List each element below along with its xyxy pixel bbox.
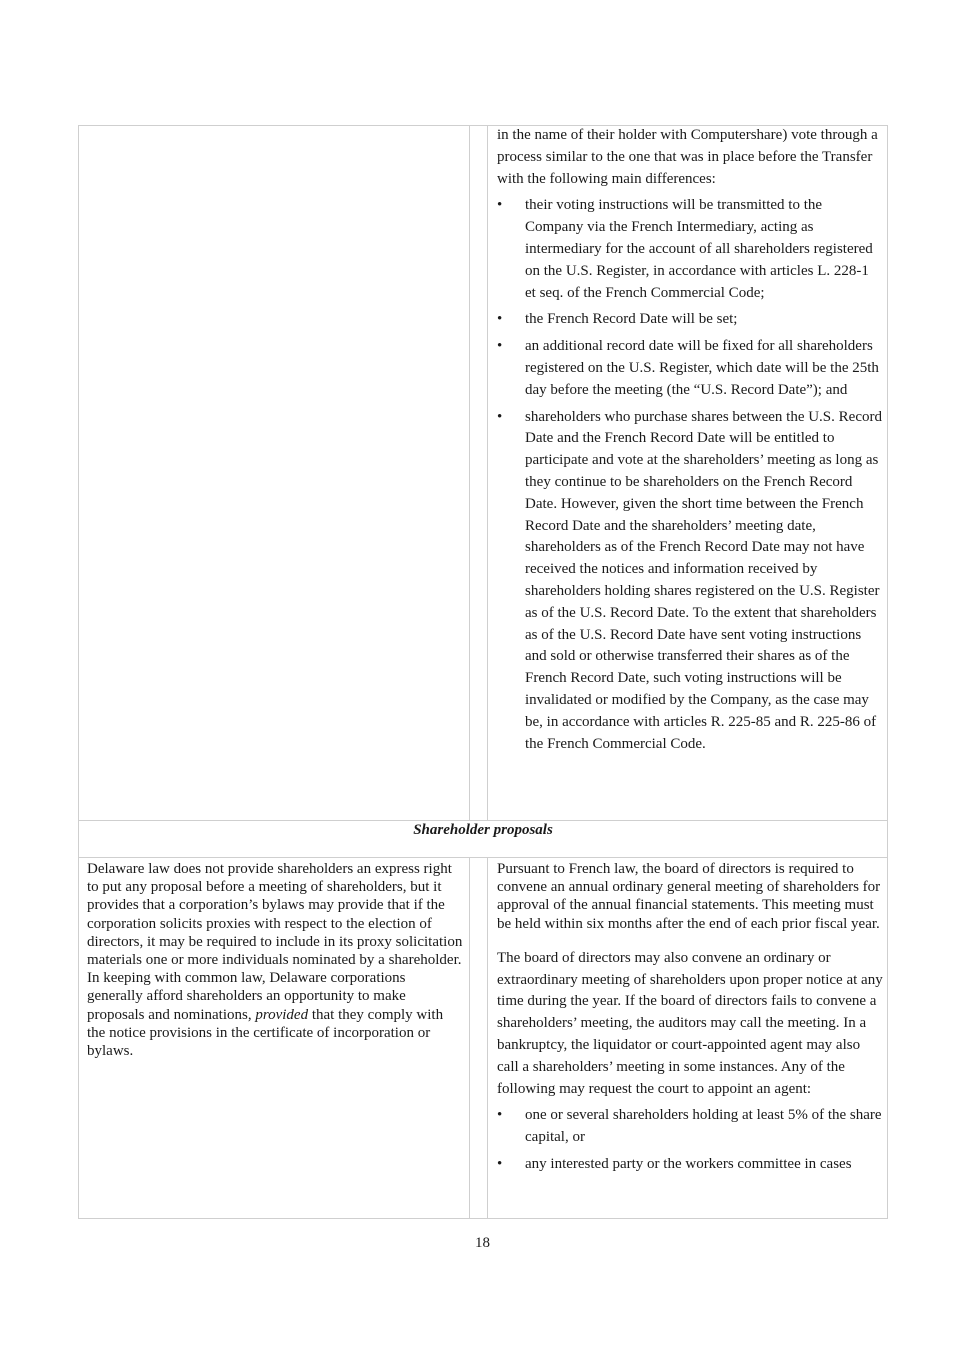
- bullet-icon: •: [497, 1107, 503, 1124]
- column-divider: [469, 857, 470, 1219]
- column-divider: [487, 125, 488, 820]
- list-item: • their voting instructions will be transmitted to the Company via the French Intermediary, acting as intermediary for the account of all shareholders registered on the U.S. Register, in accordance with articles L. 228-1 et seq. of the French Commercial Code;: [497, 197, 873, 301]
- list-item: • an additional record date will be fixed for all shareholders registered on the U.S. Register, which date will be the 25th day before the meeting (the “U.S. Record Date”); and: [497, 338, 879, 398]
- delaware-paragraph: Delaware law does not provide shareholders an express right to put any proposal before a meeting of shareholders, but it provides that a corporation’s bylaws may provide that if the corporation solicits proxies with respect to the election of directors, it may be required to include in its proxy solicitation materials one or more individuals nominated by a shareholder. In keeping with common law, Delaware corporations generally afford shareholders an opportunity to make proposals and nominations, provided that they comply with the notice provisions in the certificate of incorporation or bylaws.: [87, 861, 463, 1060]
- french-paragraph-1: Pursuant to French law, the board of directors is required to convene an annual ordinary general meeting of shareholders for approval of the annual financial statements. This meeting must be held within six months after the end of each prior fiscal year.: [497, 861, 881, 932]
- bullet-icon: •: [497, 338, 503, 355]
- voting-differences-list: [497, 195, 883, 755]
- page-number: 18: [475, 1235, 490, 1251]
- french-law-cell: [497, 860, 883, 1216]
- list-item: • the French Record Date will be set;: [497, 309, 883, 331]
- top-right-cell: [497, 125, 883, 755]
- french-paragraph-2: The board of directors may also convene an ordinary or extraordinary meeting of shareholders upon proper notice at any time during the year. If the board of directors fails to convene a shareholders’ meeting, the auditors may call the meeting. In a bankruptcy, the liquidator or court-appointed agent may also call a shareholders’ meeting in some instances. Any of the following may request the court to appoint an agent:: [497, 949, 883, 1097]
- section-heading: Shareholder proposals: [413, 822, 553, 838]
- list-item: • one or several shareholders holding at least 5% of the share capital, or: [497, 1107, 882, 1146]
- list-item: • shareholders who purchase shares between the U.S. Record Date and the French Record Date will be entitled to participate and vote at the shareholders’ meeting as long as they continue to be shareholders on the French Record Date. However, given the short time between the French Record Date and the shareholders’ meeting date, shareholders as of the French Record Date may not have received the notices and information received by shareholders holding shares registered on the U.S. Register as of the U.S. Record Date. To the extent that shareholders as of the U.S. Record Date have sent voting instructions and sold or otherwise transferred their shares as of the French Record Date, such voting instructions will be invalidated or modified by the Company, as the case may be, in accordance with articles R. 225-85 and R. 225-86 of the French Commercial Code.: [497, 408, 882, 752]
- column-divider: [469, 125, 470, 820]
- bullet-icon: •: [497, 311, 503, 328]
- delaware-law-cell: [87, 860, 463, 1060]
- bullet-icon: •: [497, 197, 503, 214]
- bullet-icon: •: [497, 1155, 503, 1172]
- intro-paragraph: in the name of their holder with Computershare) vote through a process similar to the one that was in place before the Transfer with the following main differences:: [497, 127, 878, 187]
- agent-request-list: [497, 1105, 883, 1175]
- bullet-icon: •: [497, 408, 503, 425]
- column-divider: [487, 857, 488, 1219]
- row-divider: [78, 857, 888, 858]
- list-item: • any interested party or the workers committee in cases: [497, 1154, 883, 1176]
